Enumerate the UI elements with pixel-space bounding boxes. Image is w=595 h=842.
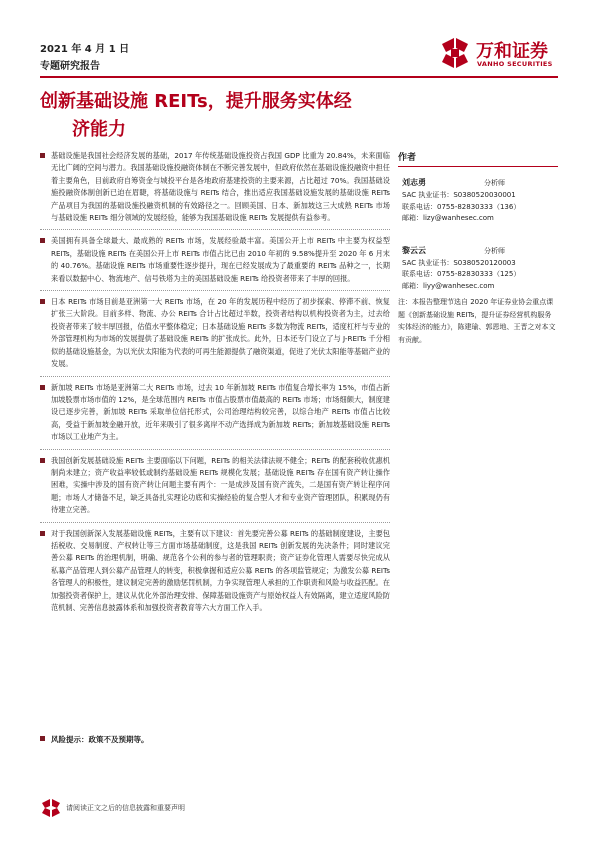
analyst-phone: 联系电话：0755-82830333（136） bbox=[402, 202, 521, 211]
summary-paragraph-text: 对于我国创新深入发展基础设施 REITs，主要有以下建议：首先要完善公募 REITs 的基础制度建设，主要包括税收、交易制度、产权转让等三方面市场基础制度，这是我国 REITs 创新发展的先决条件；同时建议完善公募 REITs 的治理机制，明确、规范各个公利的参与者的管理职责；资产证券化管理人需要尽快完成从私募产品管理人到公募产品管理人的转变，积极拿握和适应公募 REITs 的各项监管规定；为激发公募 REITs 各管理人的积极性，建议制定完善的激励惩罚机制，力争实现管理人承担的工作职责和风险与收益匹配。在加强投资者保护上，建议从优化外部治理安排、保障基础设施资产与原始权益人有效隔离，建立适度风险防范机制、完善信息披露体系和加强投资者教育等六大方面工作入手。 bbox=[51, 528, 390, 612]
analyst-name: 刘志勇 bbox=[402, 178, 426, 187]
report-title-line-2: 济能力 bbox=[72, 119, 126, 140]
footer-logo-icon bbox=[40, 798, 62, 818]
analyst-name: 黎云云 bbox=[402, 245, 426, 255]
company-logo bbox=[438, 36, 558, 72]
bullet-icon bbox=[40, 736, 45, 741]
report-title bbox=[40, 88, 400, 144]
report-source-note: 注：本报告整理节选自 2020 年证券业协会重点课题《创新基础设施 REITs，提升证券经营机构服务实体经济的能力》，陈建瑜、郭恩地、王晋之对本文有贡献。 bbox=[398, 298, 556, 344]
summary-paragraph-6 bbox=[40, 528, 390, 615]
analyst-email[interactable]: 邮箱：liyy@wanhesec.com bbox=[402, 281, 495, 290]
analyst-email[interactable]: 邮箱：lizy@wanhesec.com bbox=[402, 214, 494, 222]
summary-paragraph-text: 新加坡 REITs 市场是亚洲第二大 REITs 市场，过去 10 年新加坡 REITs 市值复合增长率为 15%，市值占新加坡股票市场市值的 12%，是全球范围内 REITs 市值占股票市值最高的 REITs 市场；市场细颇大，制度建设已逐步完善，新加坡 REITs 采取单位信托形式，公司治理结构较完善，以综合地产 REITs 市值占比较高，受益于新加坡金融开放，近年来吸引了很多离岸不动产选择成为新加坡 REITs；新加坡基础设施 REITs 市场以工业地产为主。 bbox=[51, 382, 390, 442]
report-date: 2021 年 4 月 1 日 bbox=[40, 44, 130, 55]
summary-paragraph-text: 基础设施是我国社会经济发展的基础，2017 年传统基础设施投资占我国 GDP 比重为 20.84%，未来面临无比广阔的空间与潜力。我国基础设施投融资体制在不断完善发展中，但政府依然在基础设施投融资中担任着主要角色，目前政府自筹资金与城投平台是各地政府基建投资的主要来源，占比超过 70%。我国基础设施投融资体制创新已迫在眉睫，将基础设施与 REITs 结合，推出适应我国基础设施发展的基础设施 REITs 产品项目为我国的基础设施投融资机制的有效路径之一。回顾美国、日本、新加坡这三大成熟 REITs 市场与基础设施 REITs 细分领域的发展经验，能够为我国基础设施 REITs 发展提供有益参考。 bbox=[51, 151, 390, 223]
bullet-icon bbox=[40, 299, 45, 304]
paragraph-divider bbox=[40, 290, 390, 291]
logo-english-name: VANHO SECURITIES bbox=[477, 60, 553, 68]
summary-paragraph-3 bbox=[40, 296, 390, 370]
bullet-icon bbox=[40, 458, 45, 463]
author-sidebar bbox=[398, 150, 558, 346]
paragraph-divider bbox=[40, 376, 390, 377]
summary-column bbox=[40, 150, 390, 614]
report-title-line-1: 创新基础设施 REITs，提升服务实体经 bbox=[40, 91, 352, 112]
bullet-icon bbox=[40, 531, 45, 536]
bullet-icon bbox=[40, 385, 45, 390]
analyst-phone: 联系电话：0755-82830333（125） bbox=[402, 270, 521, 278]
report-type: 专题研究报告 bbox=[40, 61, 100, 72]
header-rule bbox=[40, 76, 558, 78]
bullet-icon bbox=[40, 238, 45, 243]
logo-mark-icon bbox=[438, 36, 472, 70]
analyst-card bbox=[398, 245, 558, 293]
analyst-card bbox=[398, 177, 558, 225]
author-section-title: 作者 bbox=[398, 150, 558, 167]
footer-disclaimer: 请阅读正文之后的信息披露和重要声明 bbox=[66, 804, 185, 812]
summary-paragraph-4 bbox=[40, 382, 390, 444]
paragraph-divider bbox=[40, 229, 390, 230]
summary-paragraph-1 bbox=[40, 150, 390, 224]
paragraph-divider bbox=[40, 449, 390, 450]
summary-paragraph-text: 美国拥有具备全球最大、最成熟的 REITs 市场，发展经验最丰富。美国公开上市 REITs 中主要为权益型 REITs，基础设施 REITs 在美国公开上市 REITs 市值占比已由 2010 年初的 9.58%提升至 2020 年 6 月末的 40.76%。基础设施 REITs 市场重要性逐步提升，现在已经发展成为了最重要的 REITs 品种之一，长期来看以数据中心、物流地产、信号铁塔为主的美国基础设施 REITs 给投资者带来了丰厚的回报。 bbox=[51, 236, 390, 283]
logo-chinese-name: 万和证券 bbox=[476, 41, 548, 62]
page-footer bbox=[40, 798, 300, 818]
risk-warning bbox=[40, 734, 149, 745]
summary-paragraph-2 bbox=[40, 235, 390, 285]
summary-paragraph-text: 日本 REITs 市场目前是亚洲第一大 REITs 市场，在 20 年的发展历程中经历了初步探索、停滞不前、恢复扩张三大阶段。目前多样、物流、办公 REITs 合计占比超过半数，投资者结构以机构投资者为主，过去给投资者带来了较丰厚回报，估值水平整体稳定；日本基础设施 REITs 多数为物流 REITs，适度杠杆与专业的外部管理机构为市场的发展提供了基础设施 REITs 的扩张成长。此外，日本还专门设立了与 J-REITs 千分相似的基础设施基金，为以光伏太阳能为代表的可再生能源提供了融资渠道，促进了光伏太阳能等基础产业的发展。 bbox=[51, 297, 390, 369]
summary-paragraph-text: 我国创新发展基础设施 REITs 主要面临以下问题，REITs 的相关法律法规不健全；REITs 的配套税收优惠机制尚未建立；资产收益率较低或制约基础设施 REITs 规模化发展；基础设施 REITs 存在国有资产转让操作困难，实操中涉及的国有资产转让问题主要有两个：一是成涉及国有资产流失，二是国有资产转让程序问题；市场人才储备不足，缺乏具备扎实理论功底和实操经验的复合型人才和专业资产管理团队，积累现仍有待建立完善。 bbox=[51, 455, 390, 515]
analyst-role: 分析师 bbox=[484, 179, 505, 187]
bullet-icon bbox=[40, 153, 45, 158]
paragraph-divider bbox=[40, 522, 390, 523]
analyst-role: 分析师 bbox=[484, 246, 505, 255]
analyst-sac-license: SAC 执业证书：S0380520030001 bbox=[402, 191, 516, 199]
risk-warning-text: 风险提示：政策不及预期等。 bbox=[51, 735, 149, 744]
analyst-sac-license: SAC 执业证书：S0380520120003 bbox=[402, 258, 516, 267]
summary-paragraph-5 bbox=[40, 455, 390, 517]
